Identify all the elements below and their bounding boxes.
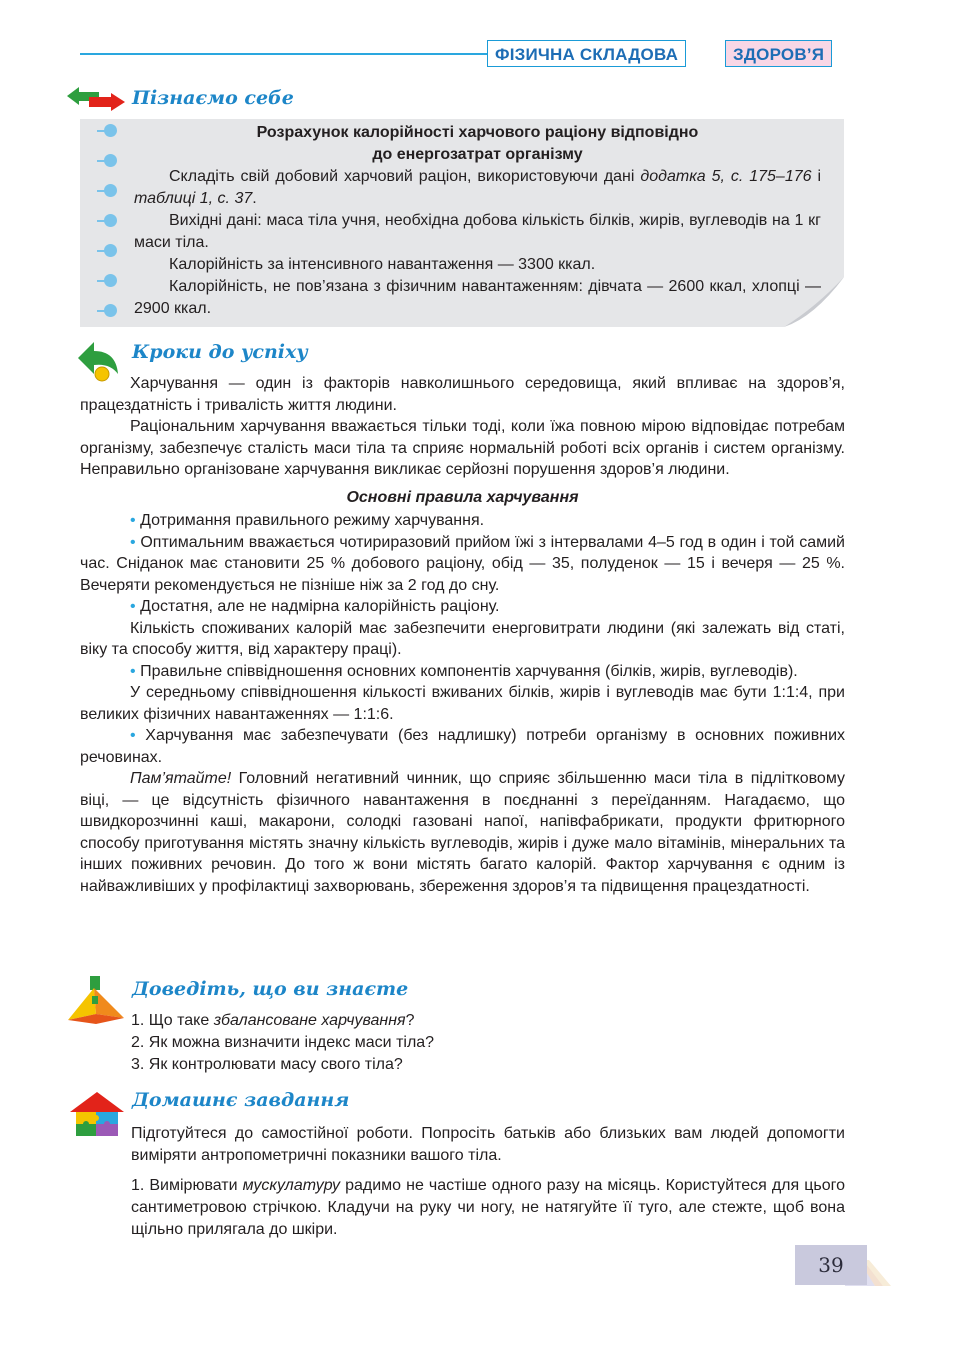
paragraph-calories: Кількість споживаних калорій має забезпечити енерговитрати людини (які залежать від статі, віку та способу життя, від характеру праці). <box>80 619 845 658</box>
question-2: 2. Як можна визначити індекс маси тіла? <box>131 1034 435 1051</box>
box-paragraph-4: Калорійність, не пов’язана з фізичним навантаженням: дівчата — 2600 ккал, хлопці — 2900 ккал. <box>134 278 821 317</box>
homework-paragraph-2: 1. Вимірювати мускулатуру радимо не частіше одного разу на місяць. Користуйтеся для цього сантиметровою стрічкою. Кладучи на руку чи ногу, не натягуйте її туго, але стежте, щоб вона щільно прилягала до шкіри. <box>131 1177 845 1238</box>
rule-bullet-3: • Достатня, але не надмірна калорійність раціону. <box>130 598 500 615</box>
bullet-dot: • <box>130 512 136 529</box>
bullet-dot: • <box>130 662 136 680</box>
bullet-dot: • <box>130 598 136 615</box>
question-1: 1. Що таке збалансоване харчування? <box>131 1012 415 1029</box>
paragraph-ratio: У середньому співвідношення кількості вживаних білків, жирів і вуглеводів має бути 1:1:4, при великих фізичних навантаженнях — 1:1:6. <box>80 684 845 723</box>
rules-title: Основні правила харчування <box>346 488 579 506</box>
bullet-dot: • <box>130 727 136 744</box>
nutrition-main-text <box>80 373 845 897</box>
section-title-prove-knowledge: Доведіть, що ви знаєте <box>132 978 409 1000</box>
section-title-steps-to-success: Кроки до успіху <box>132 341 308 363</box>
rule-bullet-4: • Правильне співвідношення основних компонентів харчування (білків, жирів, вуглеводів). <box>130 662 798 680</box>
rule-bullet-2: • Оптимальним вважається чотириразовий прийом їжі з інтервалами 4–5 год в один і той самий час. Сніданок має становити 25 % добового раціону, обід — 35, полуденок — 15 і вечеря — 25 %. Вечеряти рекомендується не пізніше ніж за 2 год до сну. <box>80 533 845 594</box>
house-puzzle-icon <box>68 1090 126 1138</box>
box-paragraph-3: Калорійність за інтенсивного навантаження — 3300 ккал. <box>169 256 596 273</box>
box-paragraph-2: Вихідні дані: маса тіла учня, необхідна добова кількість білків, жирів, вуглеводів на 1 кг маси тіла. <box>134 212 821 251</box>
header-rule <box>80 53 500 55</box>
box-title-line2: до енергозатрат організму <box>372 146 583 163</box>
paragraph-rational: Раціональним харчування вважається тільки тоді, коли їжа повною мірою відповідає потребам організму, забезпечує сталість маси тіла та сприяє нормальній роботі всіх органів і систем організму. Неправильно організоване харчування викликає серйозні порушення здоров’я людини. <box>80 418 845 478</box>
review-questions <box>131 1010 845 1076</box>
box-paragraph-1: Складіть свій добовий харчовий раціон, використовуючи дані додатка 5, с. 175–176 і таблиці 1, с. 37. <box>134 168 822 207</box>
homework-text <box>131 1123 845 1241</box>
paragraph-remember: Пам’ятайте! Головний негативний чинник, що сприяє збільшенню маси тіла в підлітковому віці, — це відсутність фізичного навантаження в поєднанні з переїданням. Нагадаємо, що швидкорозчинні каші, макарони, солодкі газовані напої, напівфабрикати, продукти фритюрного способу приготування містять значну кількість вуглеводів, жирів і дуже мало вітамінів, мінеральних та інших поживних речовин. До того ж вони містять багато калорій. Фактор харчування є одним із найважливіших у профілактиці захворювань, збереження здоров’я та підвищення працездатності. <box>80 770 845 895</box>
arrows-icon <box>65 84 127 114</box>
section-title-homework: Домашнє завдання <box>132 1089 350 1111</box>
header-title-part1: ФІЗИЧНА СКЛАДОВА <box>487 40 686 67</box>
calorie-box-content <box>134 122 821 320</box>
homework-paragraph-1: Підготуйтеся до самостійної роботи. Попросіть батьків або близьких вам людей допомогти виміряти антропометричні показники вашого тіла. <box>131 1125 845 1164</box>
header-title-part2: ЗДОРОВ’Я <box>725 40 832 67</box>
box-title-line1: Розрахунок калорійності харчового раціону відповідно <box>256 124 699 141</box>
question-3: 3. Як контролювати масу свого тіла? <box>131 1056 403 1073</box>
page-number: 39 <box>795 1245 867 1285</box>
paragraph-intro: Харчування — один із факторів навколишнього середовища, який впливає на здоров’я, працездатність і тривалість життя людини. <box>80 375 845 414</box>
bullet-dot: • <box>130 533 136 551</box>
rule-bullet-5: • Харчування має забезпечувати (без надлишку) потреби організму в основних поживних речовинах. <box>80 727 846 766</box>
rule-bullet-1: • Дотримання правильного режиму харчування. <box>130 512 485 529</box>
section-title-know-yourself: Пізнаємо себе <box>132 87 294 109</box>
pyramid-icon <box>66 974 126 1026</box>
